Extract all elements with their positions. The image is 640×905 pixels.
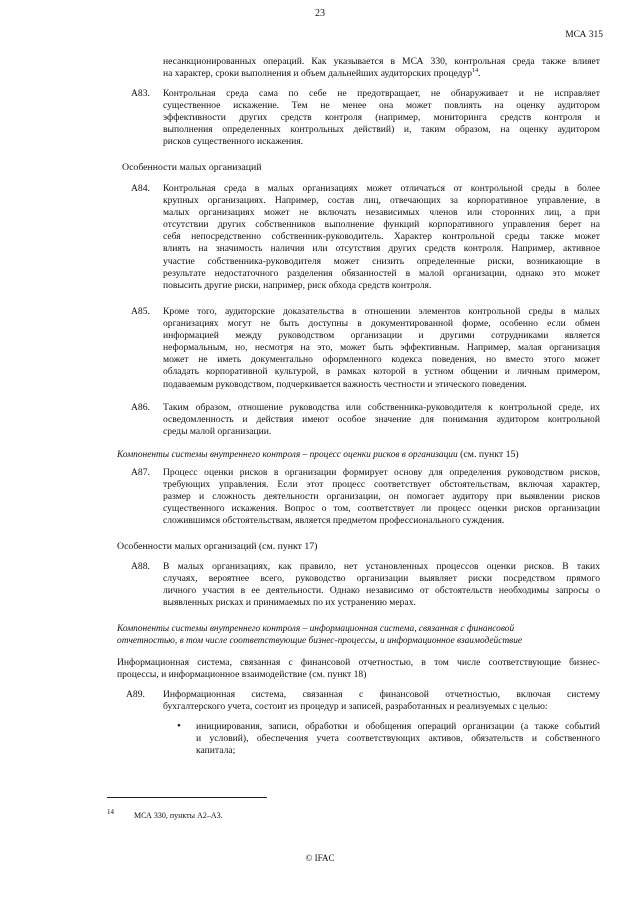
text-line: выявленных рисках и принимаемых по их устранению мерах. — [163, 597, 416, 609]
page-number: 23 — [315, 8, 325, 19]
text-line: неформальным, но, несмотря на это, может быть эффективным. Например, малая организация — [163, 342, 600, 354]
standard-code: МСА 315 — [565, 30, 603, 40]
text-line: размер и сложность деятельности организации, он помогает аудитору при выявлении рисков — [163, 491, 600, 503]
text-line: среды малой организации. — [163, 426, 272, 438]
paragraph-label-a85: A85. — [131, 306, 150, 317]
paragraph-continuation — [163, 56, 600, 80]
heading-reference: (см. пункт 15) — [457, 449, 519, 460]
paragraph-a88 — [163, 561, 600, 609]
text-line: бухгалтерского учета, состоит из процедур и записей, разработанных и реализуемых с целью: — [163, 701, 548, 713]
section-heading: Особенности малых организаций — [122, 162, 262, 173]
bullet-item — [196, 721, 600, 757]
text-line: Контрольная среда сама по себе не предотвращает, не обнаруживает и не исправляет — [163, 88, 600, 99]
text-line: отсутствии других собственников выполнение функций корпоративного управления берет на — [163, 219, 600, 231]
text-line: информацией между руководством организации и другими сотрудниками является — [163, 330, 600, 342]
paragraph-a85 — [163, 306, 600, 391]
text-line: Кроме того, аудиторские доказательства в отношении элементов контрольной среды в малых — [163, 306, 600, 317]
text-line: несанкционированных операций. Как указывается в МСА 330, контрольная среда также влияет — [163, 56, 600, 67]
footnote-ref: 14 — [472, 67, 479, 74]
text-line: сложившимся обстоятельствам, является предметом профессионального суждения. — [163, 515, 505, 527]
section-heading: Особенности малых организаций (см. пункт 17) — [117, 541, 318, 552]
text-line: Контрольная среда в малых организациях может отличаться от контрольной среды в более — [163, 183, 600, 194]
text-line: Таким образом, отношение руководства или собственника-руководителя к контрольной среде, их — [163, 402, 600, 413]
text-line: малых организациях может не включать независимых членов или сторонних лиц, а при — [163, 207, 600, 219]
text-line: участие собственника-руководителя может снизить определенные риски, возникающие в — [163, 255, 600, 267]
text-line: влиять на значимость наличия или отсутствия других средств контроля. Например, активное — [163, 243, 600, 255]
text-line: выполнения определенных контрольных действий) и, таким образом, на оценку аудитором — [163, 124, 600, 136]
paragraph-label-a89: A89. — [126, 689, 145, 700]
paragraph-label-a83: A83. — [131, 88, 150, 99]
bullet-marker: • — [177, 720, 181, 732]
text-line: Информационная система, связанная с финансовой отчетностью, в том числе соответствующие бизнес- — [117, 657, 600, 668]
text-line: организациях могут не быть доступны в документированной форме, особенно если обмен — [163, 318, 600, 330]
text-line: и условий), обеспечения учета соответствующих активов, обязательств и собственного — [196, 733, 600, 745]
paragraph-label-a87: A87. — [131, 467, 150, 478]
text-line: личного участия в ее деятельности. Однако независимо от обстоятельств необходимы запросы о — [163, 585, 600, 597]
paragraph-label-a84: A84. — [131, 183, 150, 194]
paragraph-a84 — [163, 183, 600, 292]
text-line: Информационная система, связанная с финансовой отчетностью, включая систему — [163, 689, 600, 700]
text-line: может не иметь документально оформленного кодекса поведения, но вместо этого может — [163, 354, 600, 366]
text-fragment: на характер, сроки выполнения и объем дальнейших аудиторских процедур — [163, 68, 473, 80]
text-line: инициирования, записи, обработки и обобщения операций организации (а также событий — [196, 721, 600, 732]
text-line: результате недостаточного разделения обязанностей в малой организации, однако это может — [163, 267, 600, 279]
text-line: существенное искажение. Тем не менее она может повлиять на оценку аудитором — [163, 100, 600, 112]
footnote-number: 14 — [107, 808, 114, 816]
text-line: эффективности других средств контроля (например, мониторинга средств контроля и — [163, 112, 600, 124]
subsection-heading — [117, 657, 600, 681]
heading-line: отчетностью, в том числе соответствующие бизнес-процессы, и информационное взаимодействие — [117, 636, 523, 647]
paragraph-a87 — [163, 467, 600, 527]
copyright-footer: © IFAC — [305, 853, 335, 863]
text-line: повысить другие риски, например, риск обхода средств контроля. — [163, 279, 432, 291]
text-line: капитала; — [196, 745, 236, 757]
text-line: обладать корпоративной культурой, в рамках которой в устном общении и личным примером, — [163, 366, 600, 378]
text-line: крупных организациях. Например, состав лиц, отвечающих за корпоративное управление, в — [163, 195, 600, 207]
paragraph-label-a88: A88. — [131, 561, 150, 572]
paragraph-a89 — [163, 689, 600, 713]
paragraph-a83 — [163, 88, 600, 148]
text-line: Процесс оценки рисков в организации формирует основу для определения руководством рисков, — [163, 467, 600, 478]
text-line: процессы, и информационное взаимодействие (см. пункт 18) — [117, 669, 367, 681]
paragraph-a86 — [163, 402, 600, 438]
text-line: подаваемым руководством, подчеркивается важность честности и этического поведения. — [163, 378, 527, 390]
text-line: В малых организациях, как правило, нет установленных процессов оценки рисков. В таких — [163, 561, 600, 572]
text-line: рисков существенного искажения. — [163, 136, 304, 148]
text-line: случаях, вероятнее всего, руководство организации выявляет риски посредством прямого — [163, 573, 600, 585]
section-heading-information-system — [117, 623, 600, 647]
heading-italic: Компоненты системы внутреннего контроля – процесс оценки рисков в организации — [117, 450, 458, 460]
text-line: себя непосредственно собственник-руководитель. Характер контрольной среды также может — [163, 231, 600, 243]
heading-line: Компоненты системы внутреннего контроля – информационная система, связанная с финансовой — [117, 624, 515, 634]
section-heading-risk-assessment — [117, 449, 519, 461]
text-fragment: . — [478, 68, 481, 80]
footnote-separator — [107, 797, 267, 798]
text-line: осведомленность и действия имеют особое значение для понимания аудитором контрольной — [163, 414, 600, 426]
text-line: требующих управления. Если этот процесс соответствует обстоятельствам, включая характер, — [163, 479, 600, 491]
footnote-text: МСА 330, пункты A2–A3. — [134, 811, 223, 820]
paragraph-label-a86: A86. — [131, 402, 150, 413]
text-line: существенного искажения. Вопрос о том, соответствует ли процесс оценки рисков организации — [163, 503, 600, 515]
text-line — [163, 68, 600, 80]
